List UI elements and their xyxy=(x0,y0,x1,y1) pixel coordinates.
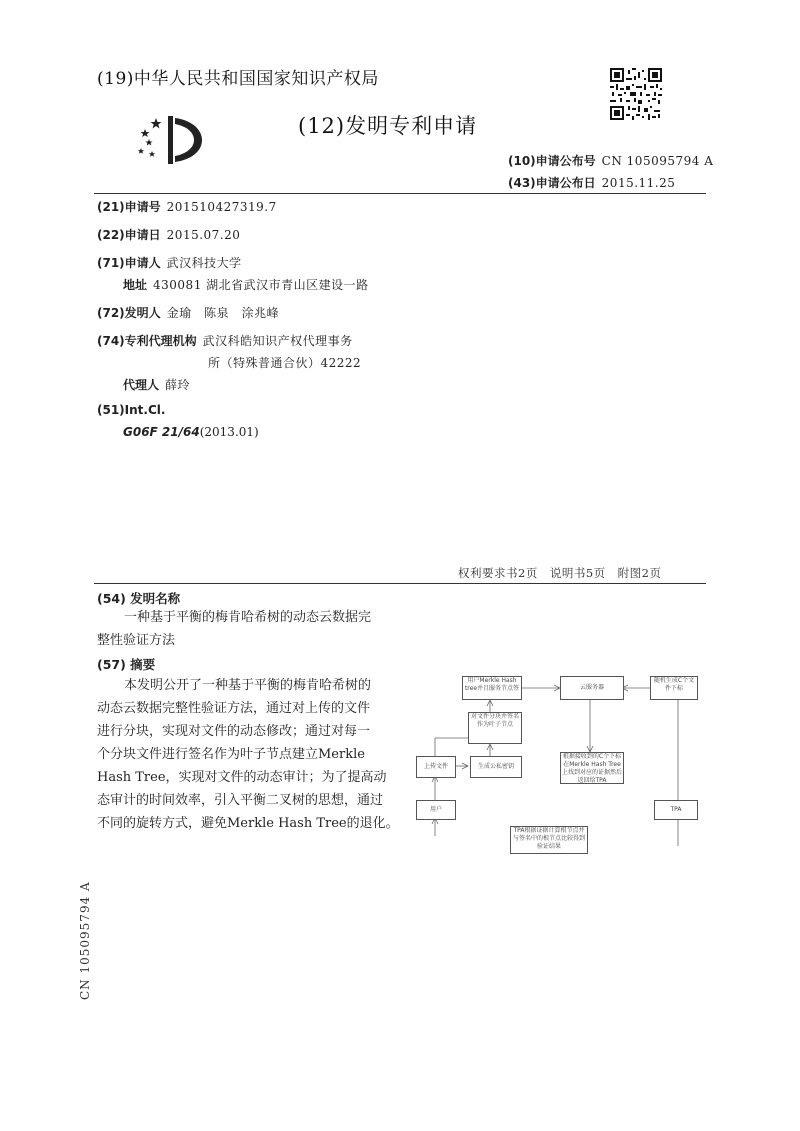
flow-box-user: 用户 xyxy=(416,800,456,820)
cnipa-logo-icon xyxy=(130,112,210,168)
flow-box-tpa: TPA xyxy=(654,800,698,820)
flow-box-result: TPA根据证据计算根节点并与签名中的根节点比较得到验证结果 xyxy=(510,826,588,854)
application-date-row xyxy=(97,226,240,243)
invention-title-line1: 一种基于平衡的梅肯哈希树的动态云数据完 xyxy=(124,610,372,625)
ipc-label: (51)Int.Cl. xyxy=(97,403,166,417)
flow-box-upload: 上传文件 xyxy=(416,756,456,778)
abstract-line: 本发明公开了一种基于平衡的梅肯哈希树的 xyxy=(124,678,372,693)
publication-number-label: (10)申请公布号 xyxy=(508,154,596,168)
abstract-line: 不同的旋转方式，避免Merkle Hash Tree的退化。 xyxy=(97,816,399,831)
header-divider xyxy=(94,193,706,194)
page-count-line: 权利要求书2页 说明书5页 附图2页 xyxy=(458,566,662,580)
flow-box-generate-keys: 生成公私密钥 xyxy=(470,756,522,778)
agency-row-2 xyxy=(208,354,361,371)
publication-date-value: 2015.11.25 xyxy=(601,176,676,190)
application-number-label: (21)申请号 xyxy=(97,200,161,214)
flow-box-cloud-server: 云服务器 xyxy=(560,676,624,700)
ipc-label-row xyxy=(97,403,165,417)
abstract-divider xyxy=(94,583,706,584)
flow-box-challenge: 随机生成C个文件下标 xyxy=(650,676,698,700)
agency-row xyxy=(97,332,353,349)
publication-number-row xyxy=(508,152,713,169)
agent-row xyxy=(123,376,190,393)
agent-label: 代理人 xyxy=(123,378,160,392)
applicant-row xyxy=(97,254,242,271)
abstract-line: 进行分块，实现对文件的动态修改；通过对每一 xyxy=(97,724,371,739)
address-label: 地址 xyxy=(123,278,148,292)
publication-date-label: (43)申请公布日 xyxy=(508,176,596,190)
inventor-row xyxy=(97,304,279,321)
abstract-line: 动态云数据完整性验证方法，通过对上传的文件 xyxy=(97,701,371,716)
agency-value-line2: 所（特殊普通合伙）42222 xyxy=(208,356,362,370)
document-type-title: (12)发明专利申请 xyxy=(298,114,478,138)
abstract-line: 态审计的时间效率，引入平衡二叉树的思想，通过 xyxy=(97,793,384,808)
invention-title-heading: (54) 发明名称 xyxy=(97,591,181,606)
qr-code-icon xyxy=(610,68,662,120)
address-value: 430081 湖北省武汉市青山区建设一路 xyxy=(153,278,369,292)
application-date-value: 2015.07.20 xyxy=(166,228,241,242)
agency-value-line1: 武汉科皓知识产权代理事务 xyxy=(202,334,353,348)
publication-date-row xyxy=(508,174,675,191)
application-number-row xyxy=(97,198,277,215)
inventor-value: 金瑜 陈泉 涂兆峰 xyxy=(166,306,280,320)
ipc-date: (2013.01) xyxy=(199,425,259,439)
inventor-label: (72)发明人 xyxy=(97,306,161,320)
flow-box-verify-proof: 根据接收到的C个下标在Merkle Hash Tree上找到对应的证据然后返回给TPA xyxy=(561,753,622,784)
agent-value: 薛玲 xyxy=(165,378,191,392)
office-name: (19)中华人民共和国国家知识产权局 xyxy=(97,69,379,89)
side-publication-code: CN 105095794 A xyxy=(78,881,92,1000)
ipc-code: G06F 21/64 xyxy=(123,425,200,439)
flow-box-merkle-tree: 用户Merkle Hash tree并且服务节点签 xyxy=(462,676,522,700)
applicant-label: (71)申请人 xyxy=(97,256,161,270)
invention-title-line2: 整性验证方法 xyxy=(97,633,176,648)
publication-number-value: CN 105095794 A xyxy=(601,154,714,168)
flow-box-sign-blocks: 对文件分块并签名作为叶子节点 xyxy=(468,712,522,744)
ipc-row xyxy=(123,425,259,439)
applicant-value: 武汉科技大学 xyxy=(166,256,242,270)
application-date-label: (22)申请日 xyxy=(97,228,161,242)
application-number-value: 201510427319.7 xyxy=(166,200,277,214)
address-row xyxy=(123,276,369,293)
agency-label: (74)专利代理机构 xyxy=(97,334,197,348)
abstract-heading: (57) 摘要 xyxy=(97,657,156,672)
abstract-line: Hash Tree，实现对文件的动态审计；为了提高动 xyxy=(97,770,387,785)
abstract-line: 个分块文件进行签名作为叶子节点建立Merkle xyxy=(97,747,365,762)
